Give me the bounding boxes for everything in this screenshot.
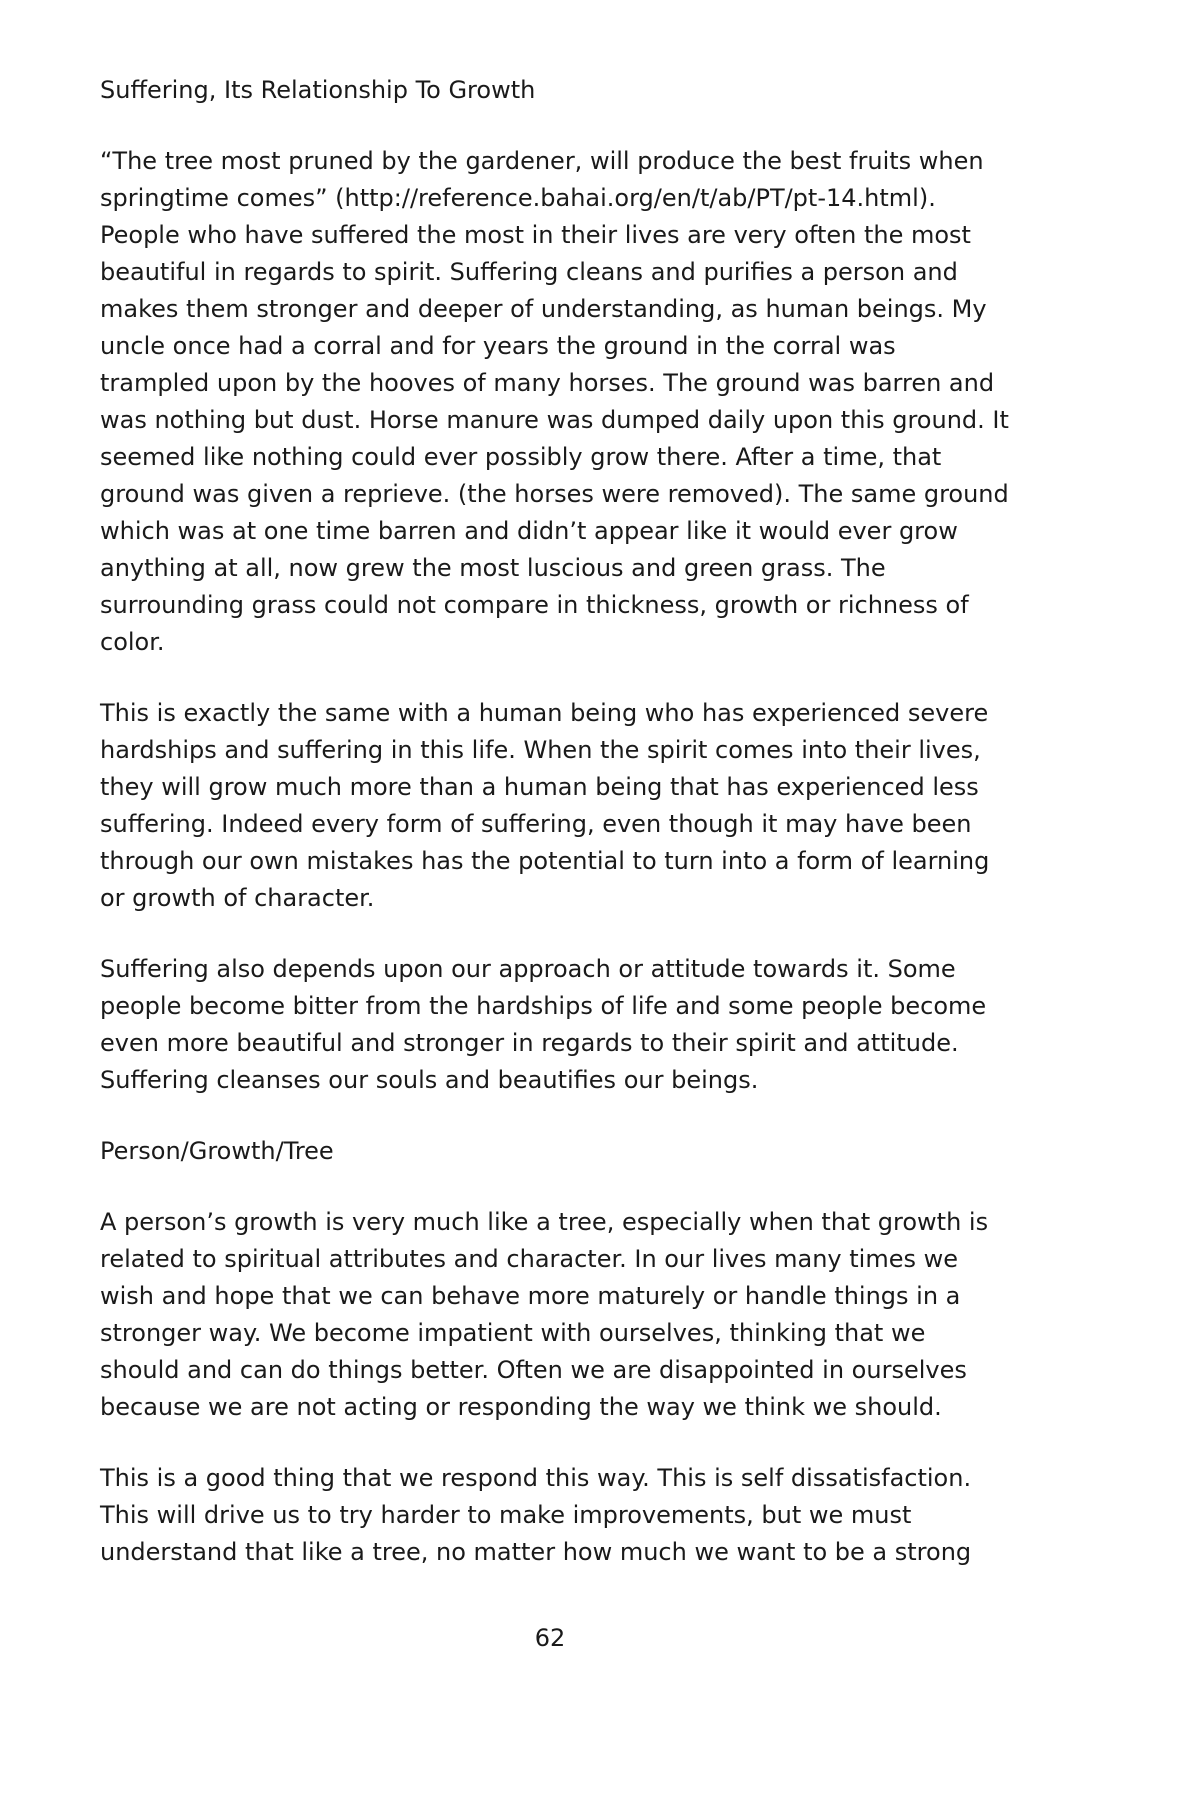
section-heading-suffering: Suffering, Its Relationship To Growth — [100, 76, 536, 104]
page-content — [100, 72, 1012, 1605]
paragraph-persons-growth: A person’s growth is very much like a tree, especially when that growth is related to spiritual attributes and character. In our lives many times we wish and hope that we can behave more maturely or handle things in a stronger way. We become impatient with ourselves, thinking that we should and can do things better. Often we are disappointed in ourselves because we are not acting or responding the way we think we should. — [100, 1208, 989, 1421]
paragraph-attitude: Suffering also depends upon our approach or attitude towards it. Some people become bitter from the hardships of life and some people become even more beautiful and stronger in regards to their spirit and attitude. Suffering cleanses our souls and beautifies our beings. — [100, 955, 987, 1094]
paragraph-self-dissatisfaction: This is a good thing that we respond this way. This is self dissatisfaction. This will drive us to try harder to make improvements, but we must understand that like a tree, no matter how much we want to be a strong — [100, 1464, 972, 1566]
section-heading-person-growth-tree: Person/Growth/Tree — [100, 1137, 334, 1165]
paragraph-pruned-tree: “The tree most pruned by the gardener, will produce the best fruits when springtime comes” (http://reference.bahai.org/en/t/ab/PT/pt-14.html). People who have suffered the most in their lives are very often the most beautiful in regards to spirit. Suffering cleans and purifies a person and makes them stronger and deeper of understanding, as human beings. My uncle once had a corral and for years the ground in the corral was trampled upon by the hooves of many horses. The ground was barren and was nothing but dust. Horse manure was dumped daily upon this ground. It seemed like nothing could ever possibly grow there. After a time, that ground was given a reprieve. (the horses were removed). The same ground which was at one time barren and didn’t appear like it would ever grow anything at all, now grew the most luscious and green grass. The surrounding grass could not compare in thickness, growth or richness of color. — [100, 147, 1009, 656]
paragraph-human-being: This is exactly the same with a human being who has experienced severe hardships and suffering in this life. When the spirit comes into their lives, they will grow much more than a human being that has experienced less suffering. Indeed every form of suffering, even though it may have been through our own mistakes has the potential to turn into a form of learning or growth of character. — [100, 699, 990, 912]
page-number: 62 — [534, 1624, 566, 1652]
